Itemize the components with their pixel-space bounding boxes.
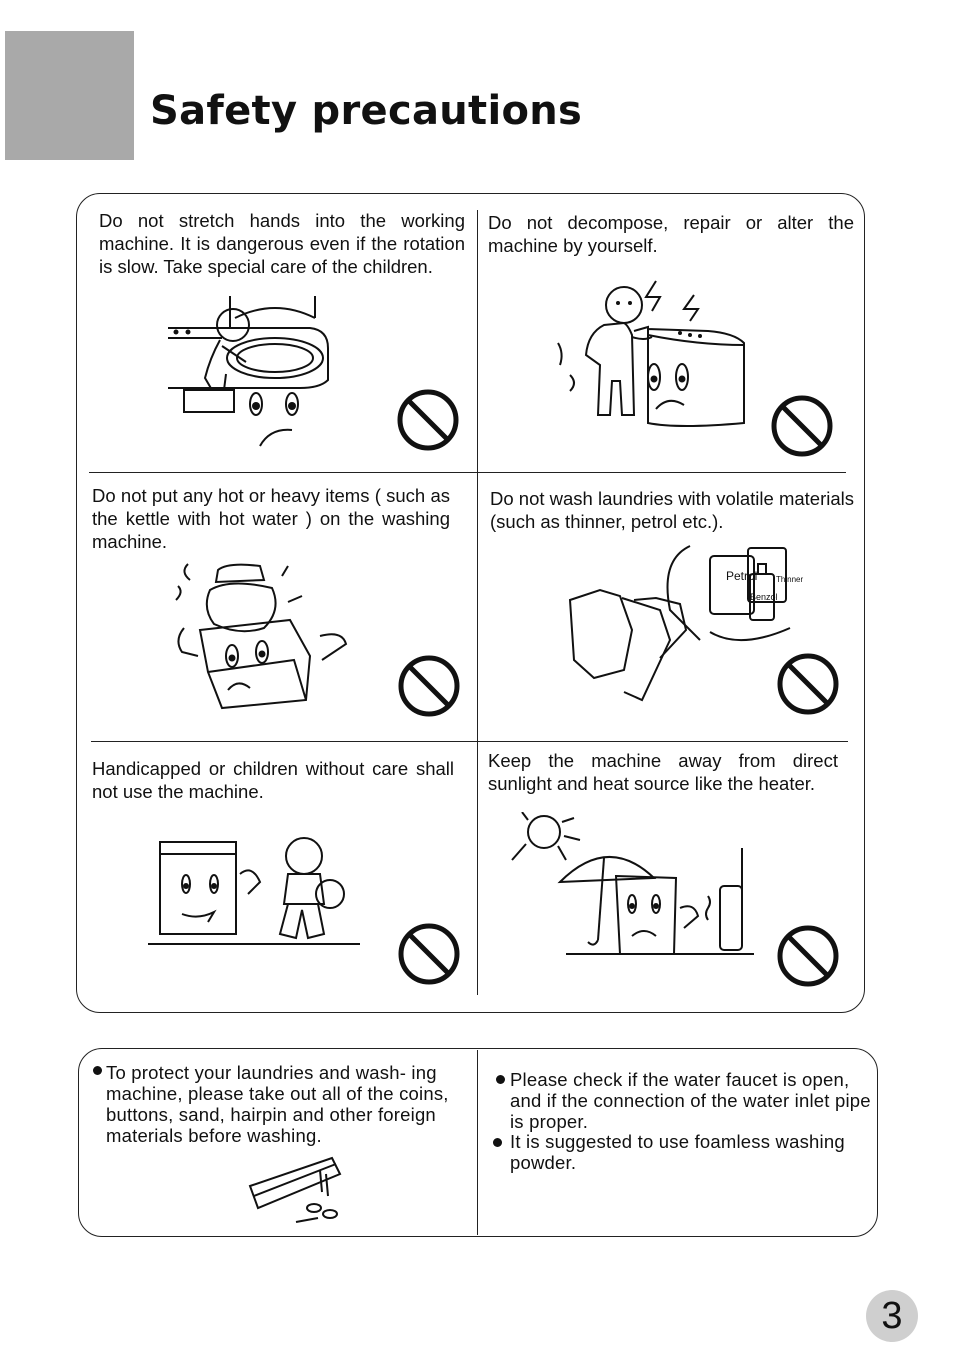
note-text: To protect your laundries and wash- ing machine, please take out all of the coins, buttons, sand, hairpin and other foreign materials before washing. (106, 1062, 449, 1146)
note-text: Please check if the water faucet is open, and if the connection of the water inlet pipe is proper. (510, 1069, 871, 1132)
precaution-text: Handicapped or children without care shall not use the machine. (92, 758, 454, 802)
note-text: It is suggested to use foamless washing powder. (510, 1131, 845, 1173)
bullet-icon (493, 1138, 502, 1147)
volatile-materials-illustration (560, 540, 810, 710)
prohibition-icon (396, 388, 460, 452)
machine-and-child-illustration (148, 834, 363, 949)
prohibition-icon (776, 924, 840, 988)
panel-row-divider-2 (91, 741, 848, 742)
precaution-text: Do not stretch hands into the working machine. It is dangerous even if the rotation is slow. Take special care of the children. (99, 210, 465, 277)
sun-and-heater-illustration (508, 812, 758, 960)
precaution-text: Do not decompose, repair or alter the machine by yourself. (488, 212, 854, 256)
prohibition-icon (397, 922, 461, 986)
petrol-label: Petrol (726, 569, 758, 583)
bullet-icon (93, 1066, 102, 1075)
prohibition-icon (776, 652, 840, 716)
header-gray-block (5, 31, 134, 160)
prohibition-icon (770, 394, 834, 458)
prohibition-icon (397, 654, 461, 718)
thinner-label: Thinner (776, 575, 804, 584)
notes-vertical-divider (477, 1050, 478, 1235)
man-repairing-illustration (548, 275, 754, 445)
page-title: Safety precautions (150, 88, 583, 134)
coins-and-hairpin-illustration (244, 1152, 346, 1226)
benzol-label: Benzol (750, 592, 778, 602)
kettle-on-machine-illustration (170, 560, 350, 710)
precaution-text: Do not wash laundries with volatile materials (such as thinner, petrol etc.). (490, 488, 855, 532)
precaution-text: Keep the machine away from direct sunlight and heat source like the heater. (488, 750, 838, 794)
bullet-icon (496, 1075, 505, 1084)
panel-vertical-divider (477, 210, 478, 995)
panel-row-divider-1 (89, 472, 846, 473)
child-reaching-illustration (160, 288, 340, 453)
precaution-text: Do not put any hot or heavy items ( such as the kettle with hot water ) on the washing machine. (92, 485, 450, 552)
page-number: 3 (866, 1290, 918, 1342)
